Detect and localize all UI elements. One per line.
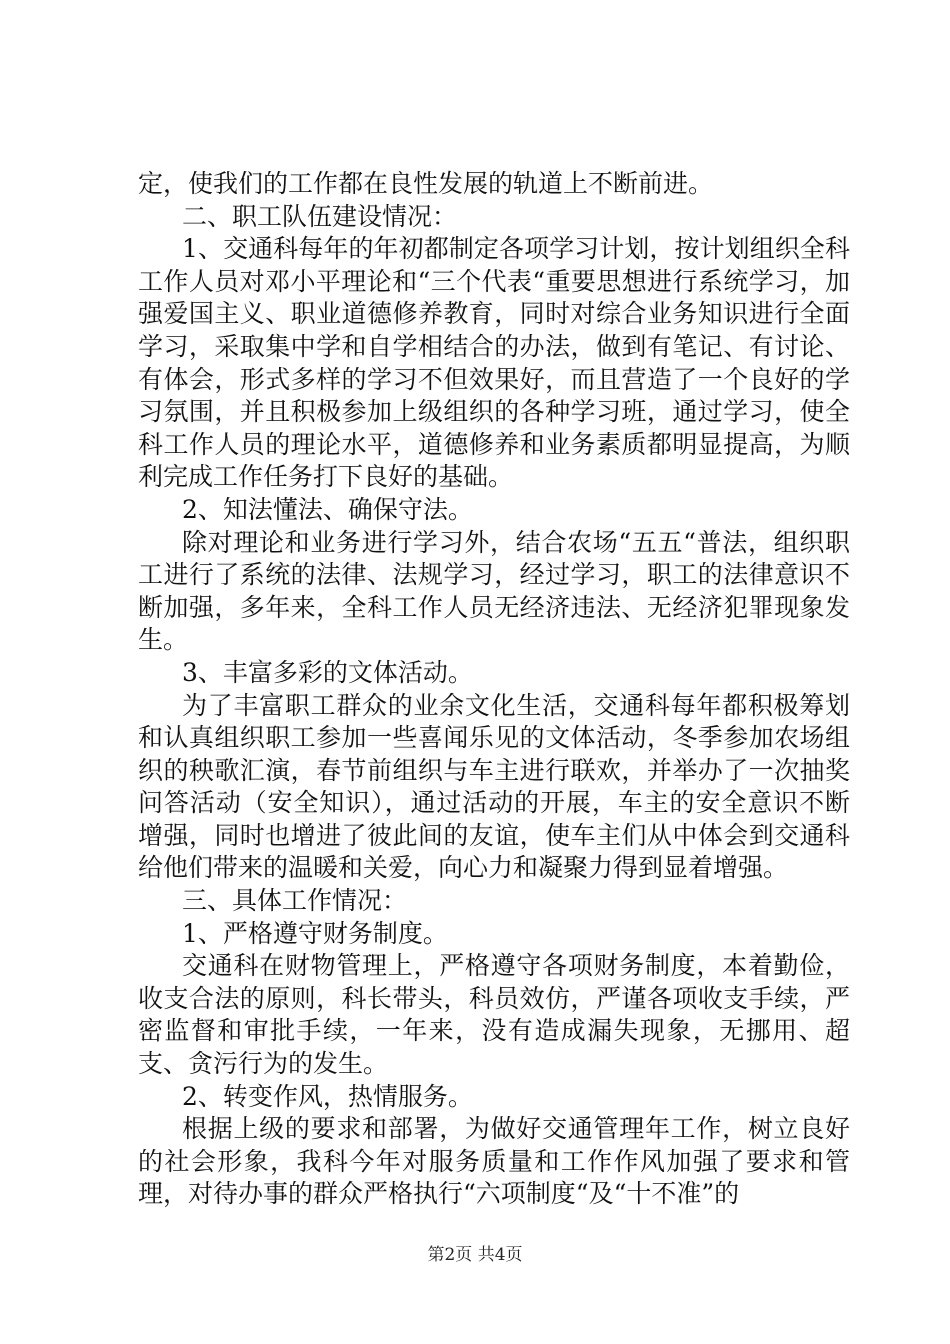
paragraph: 定，使我们的工作都在良性发展的轨道上不断前进。: [138, 169, 714, 198]
paragraph: 2、知法懂法、确保守法。: [182, 494, 473, 524]
document-body: [138, 168, 850, 1211]
paragraph: 根据上级的要求和部署，为做好交通管理年工作，树立良好的社会形象，我科今年对服务质量和工作作风加强了要求和管理，对待办事的群众严格执行“六项制度“及“十不准”的: [138, 1114, 850, 1209]
paragraph: 1、交通科每年的年初都制定各项学习计划，按计划组织全科工作人员对邓小平理论和“三个代表“重要思想进行系统学习，加强爱国主义、职业道德修养教育，同时对综合业务知识进行全面学习，采取集中学和自学相结合的办法，做到有笔记、有讨论、有体会，形式多样的学习不但效果好，而且营造了一个良好的学习氛围，并且积极参加上级组织的各种学习班，通过学习，使全科工作人员的理论水平，道德修养和业务素质都明显提高，为顺利完成工作任务打下良好的基础。: [138, 234, 850, 492]
paragraph: 三、具体工作情况：: [182, 886, 408, 916]
paragraph: 2、转变作风，热情服务。: [182, 1081, 473, 1111]
paragraph: 二、职工队伍建设情况：: [182, 201, 458, 231]
paragraph: 为了丰富职工群众的业余文化生活，交通科每年都积极筹划和认真组织职工参加一些喜闻乐见的文体活动，冬季参加农场组织的秧歌汇演，春节前组织与车主进行联欢，并举办了一次抽奖问答活动（安全知识），通过活动的开展，车主的安全意识不断增强，同时也增进了彼此间的友谊，使车主们从中体会到交通科给他们带来的温暖和关爱，向心力和凝聚力得到显着增强。: [138, 690, 850, 883]
paragraph: 3、丰富多彩的文体活动。: [182, 657, 473, 687]
paragraph: 除对理论和业务进行学习外，结合农场“五五“普法，组织职工进行了系统的法律、法规学习，经过学习，职工的法律意识不断加强，多年来，全科工作人员无经济违法、无经济犯罪现象发生。: [138, 527, 850, 655]
paragraph: 1、严格遵守财务制度。: [182, 918, 448, 948]
page-footer: [0, 1240, 950, 1265]
paragraph: 交通科在财物管理上，严格遵守各项财务制度，本着勤俭，收支合法的原则，科长带头，科员效仿，严谨各项收支手续，严密监督和审批手续，一年来，没有造成漏失现象，无挪用、超支、贪污行为的发生。: [138, 951, 850, 1079]
page-number-label: 第2页 共4页: [427, 1245, 523, 1265]
